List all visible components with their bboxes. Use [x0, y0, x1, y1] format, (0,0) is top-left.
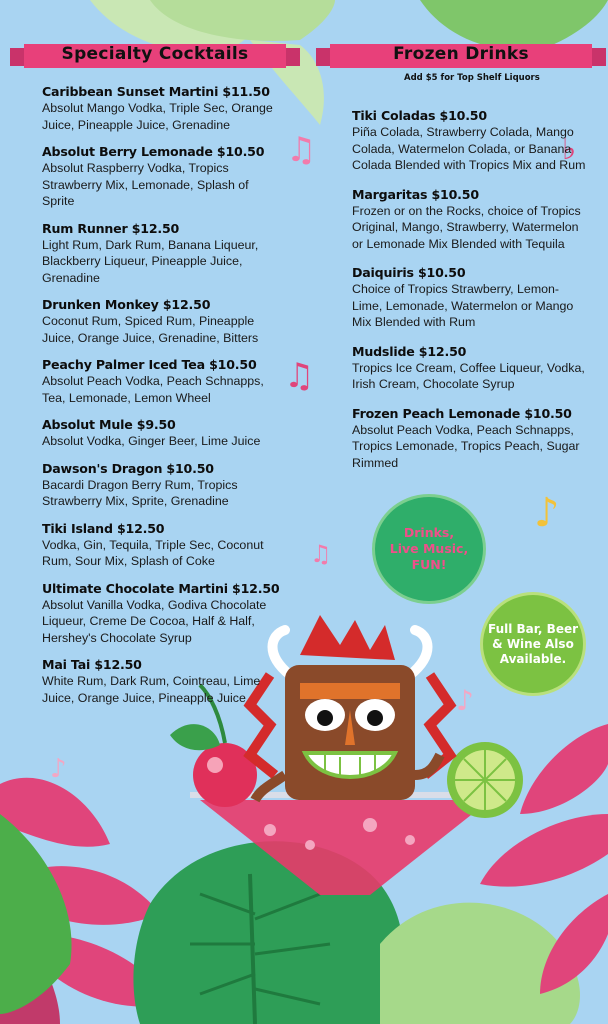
- frozen-drinks-banner: [316, 42, 606, 72]
- item-description: Vodka, Gin, Tequila, Triple Sec, Coconut Rum, Sour Mix, Splash of Coke: [42, 537, 264, 568]
- item-name: Rum Runner: [42, 220, 128, 236]
- item-description: Absolut Raspberry Vodka, Tropics Strawberry Mix, Lemonade, Splash of Sprite: [42, 161, 249, 208]
- item-price: $12.50: [131, 220, 180, 236]
- item-price: $12.50: [418, 343, 467, 359]
- menu-item: [42, 657, 282, 706]
- item-name: Tiki Island: [42, 520, 113, 536]
- item-price: $10.50: [216, 144, 265, 159]
- top-shelf-note: Add $5 for Top Shelf Liquors: [404, 73, 540, 83]
- menu-item: [42, 84, 282, 133]
- menu-item: [42, 144, 282, 210]
- item-name: Absolut Berry Lemonade: [42, 144, 213, 159]
- item-name: Tiki Coladas: [352, 108, 436, 123]
- item-description: Absolut Mango Vodka, Triple Sec, Orange Juice, Pineapple Juice, Grenadine: [42, 101, 273, 132]
- item-name: Peachy Palmer Iced Tea: [42, 357, 205, 372]
- item-description: Absolut Peach Vodka, Peach Schnapps, Tropics Lemonade, Tropics Peach, Sugar Rimmed: [352, 422, 580, 470]
- item-description: Light Rum, Dark Rum, Banana Liqueur, Blackberry Liqueur, Pineapple Juice, Grenadine: [42, 237, 259, 285]
- item-name: Margaritas: [352, 186, 428, 202]
- item-price: $10.50: [439, 108, 487, 123]
- specialty-cocktails-title: Specialty Cocktails: [61, 44, 249, 64]
- item-name: Frozen Peach Lemonade: [352, 405, 521, 421]
- item-price: $10.50: [431, 186, 479, 202]
- item-price: $10.50: [166, 460, 214, 476]
- item-name: Mai Tai: [42, 657, 91, 672]
- frozen-drinks-list: [352, 108, 588, 484]
- item-price: $10.50: [524, 405, 572, 421]
- item-name: Drunken Monkey: [42, 297, 159, 312]
- item-price: $10.50: [209, 357, 257, 372]
- menu-item: [352, 265, 588, 331]
- item-description: Tropics Ice Cream, Coffee Liqueur, Vodka, Irish Cream, Chocolate Syrup: [352, 360, 585, 391]
- music-note-icon: ♪: [534, 490, 560, 536]
- menu-item: [42, 461, 282, 510]
- menu-item: [42, 221, 282, 287]
- menu-item: [42, 297, 282, 346]
- full-bar-badge: Full Bar, Beer & Wine Also Available.: [480, 592, 586, 696]
- music-note-icon: ♪: [50, 754, 67, 784]
- item-description: Bacardi Dragon Berry Rum, Tropics Strawberry Mix, Sprite, Grenadine: [42, 477, 238, 508]
- item-price: $11.50: [222, 84, 270, 99]
- menu-item: [42, 417, 282, 450]
- menu-item: [352, 187, 588, 253]
- item-description: Absolut Peach Vodka, Peach Schnapps, Tea, Lemonade, Lemon Wheel: [42, 374, 264, 405]
- item-price: $12.50: [232, 580, 280, 596]
- item-description: Coconut Rum, Spiced Rum, Pineapple Juice, Orange Juice, Grenadine, Bitters: [42, 314, 259, 345]
- item-price: $12.50: [94, 657, 142, 672]
- item-name: Mudslide: [352, 343, 415, 359]
- item-description: Absolut Vanilla Vodka, Godiva Chocolate Liqueur, Creme De Cocoa, Half & Half, Hershey's Chocolate Syrup: [42, 597, 267, 645]
- item-description: Frozen or on the Rocks, choice of Tropics Original, Mango, Strawberry, Watermelon or Lemonade Mix Blended with Tequila: [352, 203, 581, 251]
- menu-item: [352, 344, 588, 393]
- menu-item: [352, 108, 588, 174]
- specialty-cocktails-banner: [10, 42, 300, 72]
- specialty-cocktails-list: [42, 84, 282, 717]
- frozen-drinks-title: Frozen Drinks: [393, 44, 529, 64]
- item-description: Choice of Tropics Strawberry, Lemon-Lime, Lemonade, Watermelon or Mango Mix Blended with Rum: [352, 282, 574, 329]
- item-name: Caribbean Sunset Martini: [42, 84, 219, 99]
- menu-item: [42, 581, 282, 647]
- item-description: White Rum, Dark Rum, Cointreau, Lime Juice, Orange Juice, Pineapple Juice: [42, 674, 261, 705]
- item-price: $9.50: [136, 417, 176, 432]
- drinks-live-music-badge: Drinks, Live Music, FUN!: [372, 494, 486, 604]
- music-note-icon: ♭: [562, 132, 577, 167]
- menu-item: [352, 406, 588, 472]
- item-name: Daiquiris: [352, 265, 414, 280]
- item-name: Ultimate Chocolate Martini: [42, 580, 228, 596]
- item-name: Absolut Mule: [42, 417, 133, 432]
- music-note-icon: ♪: [456, 684, 474, 717]
- item-price: $12.50: [162, 297, 211, 312]
- menu-item: [42, 357, 282, 406]
- item-description: Absolut Vodka, Ginger Beer, Lime Juice: [42, 434, 261, 448]
- music-note-icon: ♫: [284, 356, 315, 396]
- item-name: Dawson's Dragon: [42, 460, 163, 476]
- music-note-icon: ♫: [286, 130, 317, 170]
- item-description: Piña Colada, Strawberry Colada, Mango Colada, Watermelon Colada, or Banana Colada Blended with Tropics Mix and Rum: [352, 125, 586, 172]
- menu-item: [42, 521, 282, 570]
- item-price: $10.50: [417, 265, 466, 280]
- music-note-icon: ♫: [310, 540, 332, 568]
- item-price: $12.50: [116, 520, 165, 536]
